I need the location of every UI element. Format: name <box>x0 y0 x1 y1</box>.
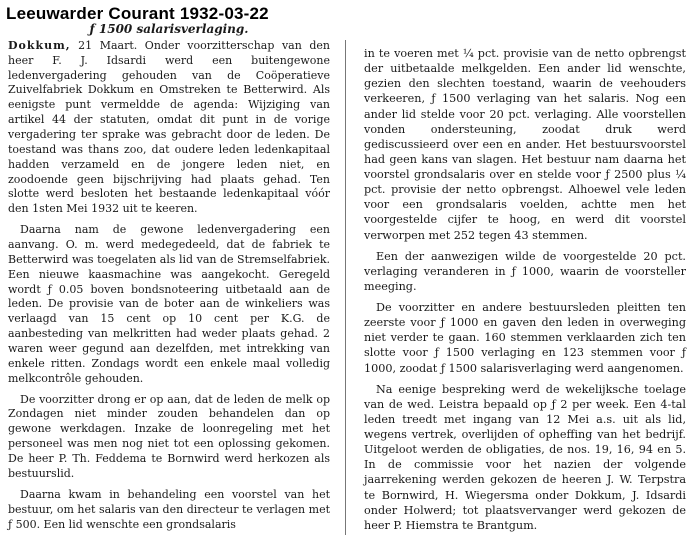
article-paragraph-7: De voorzitter en andere bestuursleden pleitten ten zeerste voor ƒ 1000 en gaven den leden in overweging niet verder te gaan. 160 stemmen verklaarden zich ten slotte voor ƒ 1500 verlaging en 123 stemmen voor ƒ 1000, zoodat ƒ 1500 salarisverlaging werd aangenomen. <box>364 301 686 375</box>
article-paragraph-6: Een der aanwezigen wilde de voorgestelde 20 pct. verlaging veranderen in ƒ 1000, waarin de voorsteller meeging. <box>364 249 686 293</box>
right-column <box>364 46 686 539</box>
column-divider <box>345 40 346 535</box>
newspaper-header: Leeuwarder Courant 1932-03-22 <box>6 4 269 23</box>
paragraph-text: 21 Maart. Onder voorzitterschap van den heer F. J. Idsardi werd een buitengewone ledenvergadering gehouden van de Coöperatieve Zuivelfabriek Dokkum en Omstreken te Betterwird. Als eenigste punt vermeldde de agenda: Wijziging van artikel 44 der statuten, omdat dit punt in de vorige vergadering ter sprake was gebracht door de leden. De toestand was thans zoo, dat oudere leden ledenkapitaal hadden verzameld en de jongere leden niet, en zoodoende geen bijschrijving had plaats gehad. Ten slotte werd besloten het bestaande ledenkapitaal vóór den 1sten Mei 1932 uit te keeren. <box>8 38 330 216</box>
article-paragraph-3: De voorzitter drong er op aan, dat de leden de melk op Zondagen niet minder zouden behandelen dan op gewone werkdagen. Inzake de loonregeling met het personeel was men nog niet tot een oplossing gekomen. De heer P. Th. Feddema te Bornwird werd herkozen als bestuurslid. <box>8 392 330 480</box>
article-paragraph-2: Daarna nam de gewone ledenvergadering een aanvang. O. m. werd medegedeeld, dat de fabriek te Betterwird was toegelaten als lid van de Stremselfabriek. Een nieuwe kaasmachine was aangekocht. Geregeld wordt ƒ 0.05 boven bondsnoteering uitbetaald aan de leden. De provisie van de boter aan de winkeliers was verlaagd van 15 cent op 10 cent per K.G. de aanbesteding van melkritten had weder plaats gehad. 2 waren weer gegund aan dezelfden, met intrekking van enkele ritten. Zondags wordt een enkele maal volledig melkcontrôle gehouden. <box>8 223 330 385</box>
article-paragraph-5: in te voeren met ¼ pct. provisie van de netto opbrengst der uitbetaalde melkgelden. Een ander lid wenschte, gezien den slechten toestand, waarin de veehouders verkeeren, ƒ 1500 verlaging van het salaris. Nog een ander lid stelde voor 20 pct. verlaging. Alle voorstellen vonden ondersteuning, zoodat druk werd gediscussieerd over een en ander. Het bestuursvoorstel had geen kans van slagen. Het bestuur nam daarna het voorstel grondsalaris over en stelde voor ƒ 2500 plus ¼ pct. provisie der netto opbrengst. Alhoewel vele leden voor een grondsalaris voelden, achtte men het voorgestelde cijfer te hoog, en werd dit voorstel verworpen met 252 tegen 43 stemmen. <box>364 47 686 242</box>
article-lead: Dokkum, <box>8 38 71 52</box>
article-paragraph-1 <box>8 39 330 217</box>
left-column <box>8 22 330 538</box>
article-title: ƒ 1500 salarisverlaging. <box>89 22 249 36</box>
article-paragraph-4: Daarna kwam in behandeling een voorstel van het bestuur, om het salaris van den directeur te verlagen met ƒ 500. Een lid wenschte een grondsalaris <box>8 487 330 531</box>
article-paragraph-8: Na eenige bespreking werd de wekelijksche toelage van de wed. Leistra bepaald op ƒ 2 per week. Een 4-tal leden treedt met ingang van 12 Mei a.s. uit als lid, wegens vertrek, overlijden of opheffing van het bedrijf. Uitgeloot werden de obligaties, de nos. 19, 16, 94 en 5. In de commissie voor het nazien der volgende jaarrekening werden gekozen de heeren J. W. Terpstra te Bornwird, H. Wiegersma onder Dokkum, J. Idsardi onder Holwerd; tot plaatsvervanger werd gekozen de heer P. Hiemstra te Brantgum. <box>364 382 686 532</box>
